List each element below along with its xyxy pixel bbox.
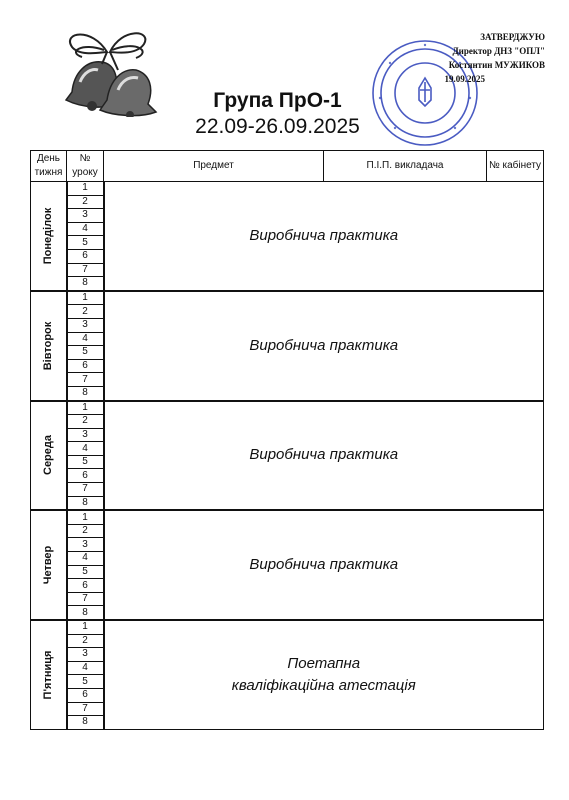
subject-cell: [104, 291, 544, 401]
lesson-number: 7: [67, 373, 104, 387]
approval-title: ЗАТВЕРДЖУЮ: [480, 32, 545, 42]
lesson-number: 5: [67, 346, 104, 360]
subject-text: кваліфікаційна атестація: [231, 676, 416, 694]
table-row: [31, 620, 544, 634]
approval-block: [380, 30, 545, 86]
subject-text: Виробнича практика: [249, 446, 399, 464]
header-day: День тижня: [31, 151, 67, 182]
date-range: 22.09-26.09.2025: [195, 115, 360, 138]
lesson-number: 1: [67, 182, 104, 196]
lesson-number: 3: [67, 209, 104, 223]
lesson-number: 2: [67, 305, 104, 319]
header-row: [31, 151, 544, 182]
table-row: [31, 182, 544, 196]
lesson-number: 3: [67, 648, 104, 662]
lesson-number: 8: [67, 386, 104, 400]
group-title: Група ПрО-1: [213, 89, 342, 112]
day-name: Четвер: [42, 545, 55, 585]
day-name: Середа: [42, 435, 55, 476]
lesson-number: 8: [67, 716, 104, 730]
lesson-number: 3: [67, 428, 104, 442]
lesson-number: 5: [67, 236, 104, 250]
bells-icon: [52, 22, 167, 117]
lesson-number: 8: [67, 496, 104, 510]
day-name: П'ятниця: [42, 650, 55, 700]
approval-name: Костянтин МУЖИКОВ: [448, 60, 545, 70]
lesson-number: 6: [67, 579, 104, 593]
day-cell: [31, 620, 67, 729]
day-cell: [31, 510, 67, 620]
lesson-number: 7: [67, 592, 104, 606]
lesson-number: 2: [67, 524, 104, 538]
header-room: № кабінету: [487, 151, 544, 182]
subject-cell: [104, 620, 544, 729]
subject-cell: [104, 401, 544, 511]
header-lesson: № уроку: [67, 151, 104, 182]
approval-position: Директор ДНЗ "ОПЛ": [452, 46, 545, 56]
lesson-number: 2: [67, 415, 104, 429]
table-row: [31, 291, 544, 305]
day-cell: [31, 182, 67, 291]
lesson-number: 1: [67, 401, 104, 415]
table-row: [31, 401, 544, 415]
day-cell: [31, 401, 67, 511]
lesson-number: 3: [67, 318, 104, 332]
lesson-number: 7: [67, 263, 104, 277]
approval-date: 19.09.2025: [444, 74, 485, 84]
lesson-number: 1: [67, 291, 104, 305]
lesson-number: 5: [67, 675, 104, 689]
header-teacher: П.І.П. викладача: [324, 151, 487, 182]
lesson-number: 8: [67, 606, 104, 620]
lesson-number: 5: [67, 455, 104, 469]
subject-text: Виробнича практика: [249, 226, 399, 244]
lesson-number: 4: [67, 332, 104, 346]
lesson-number: 2: [67, 634, 104, 648]
lesson-number: 8: [67, 277, 104, 291]
lesson-number: 1: [67, 510, 104, 524]
lesson-number: 5: [67, 565, 104, 579]
lesson-number: 6: [67, 469, 104, 483]
lesson-number: 4: [67, 661, 104, 675]
day-cell: [31, 291, 67, 401]
day-name: Вівторок: [42, 321, 55, 370]
lesson-number: 6: [67, 249, 104, 263]
subject-text: Виробнича практика: [249, 556, 399, 574]
lesson-number: 4: [67, 552, 104, 566]
schedule-body: [31, 182, 544, 730]
subject-text: Поетапна: [287, 654, 361, 672]
lesson-number: 6: [67, 688, 104, 702]
lesson-number: 7: [67, 483, 104, 497]
lesson-number: 1: [67, 620, 104, 634]
lesson-number: 3: [67, 538, 104, 552]
subject-cell: [104, 182, 544, 291]
page-title: [180, 88, 375, 140]
subject-cell: [104, 510, 544, 620]
lesson-number: 4: [67, 222, 104, 236]
header-subject: Предмет: [104, 151, 324, 182]
day-name: Понеділок: [42, 207, 55, 265]
lesson-number: 6: [67, 359, 104, 373]
lesson-number: 7: [67, 702, 104, 716]
schedule-table: [30, 150, 544, 730]
lesson-number: 4: [67, 442, 104, 456]
table-row: [31, 510, 544, 524]
lesson-number: 2: [67, 195, 104, 209]
subject-text: Виробнича практика: [249, 336, 399, 354]
